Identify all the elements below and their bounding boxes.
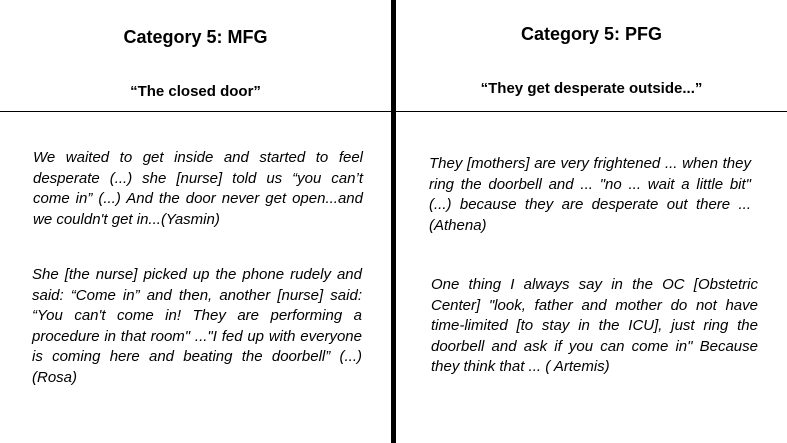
quote-rosa: She [the nurse] picked up the phone rudely and said: “Come in” and then, another [nurse] said: “You can't come in! They are performing a procedure in that room" ..."I fed up with everyone is coming here and beating the doorbell” (...) (Rosa) bbox=[32, 266, 362, 386]
subtitle-desperate-outside: “They get desperate outside...” bbox=[480, 80, 703, 97]
header-rule-right bbox=[396, 111, 787, 112]
header-rule-left bbox=[0, 111, 391, 112]
column-divider bbox=[391, 0, 396, 443]
quote-athena: They [mothers] are very frightened ... when they ring the doorbell and ... "no ... wait a little bit" (...) because they are desperate out there ... (Athena) bbox=[429, 155, 751, 234]
subtitle-closed-door: “The closed door” bbox=[130, 83, 261, 100]
category-title-pfg: Category 5: PFG bbox=[520, 24, 663, 44]
quote-artemis: One thing I always say in the OC [Obstetric Center] "look, father and mother do not have time-limited [to stay in the ICU], just ring the doorbell and ask if you can come in" Because they think that ... ( Artemis) bbox=[431, 276, 758, 375]
quote-yasmin: We waited to get inside and started to feel desperate (...) she [nurse] told us “you can’t come in” (...) And the door never get open...and we couldn't get in...(Yasmin) bbox=[33, 149, 363, 228]
category-title-mfg: Category 5: MFG bbox=[123, 27, 268, 47]
